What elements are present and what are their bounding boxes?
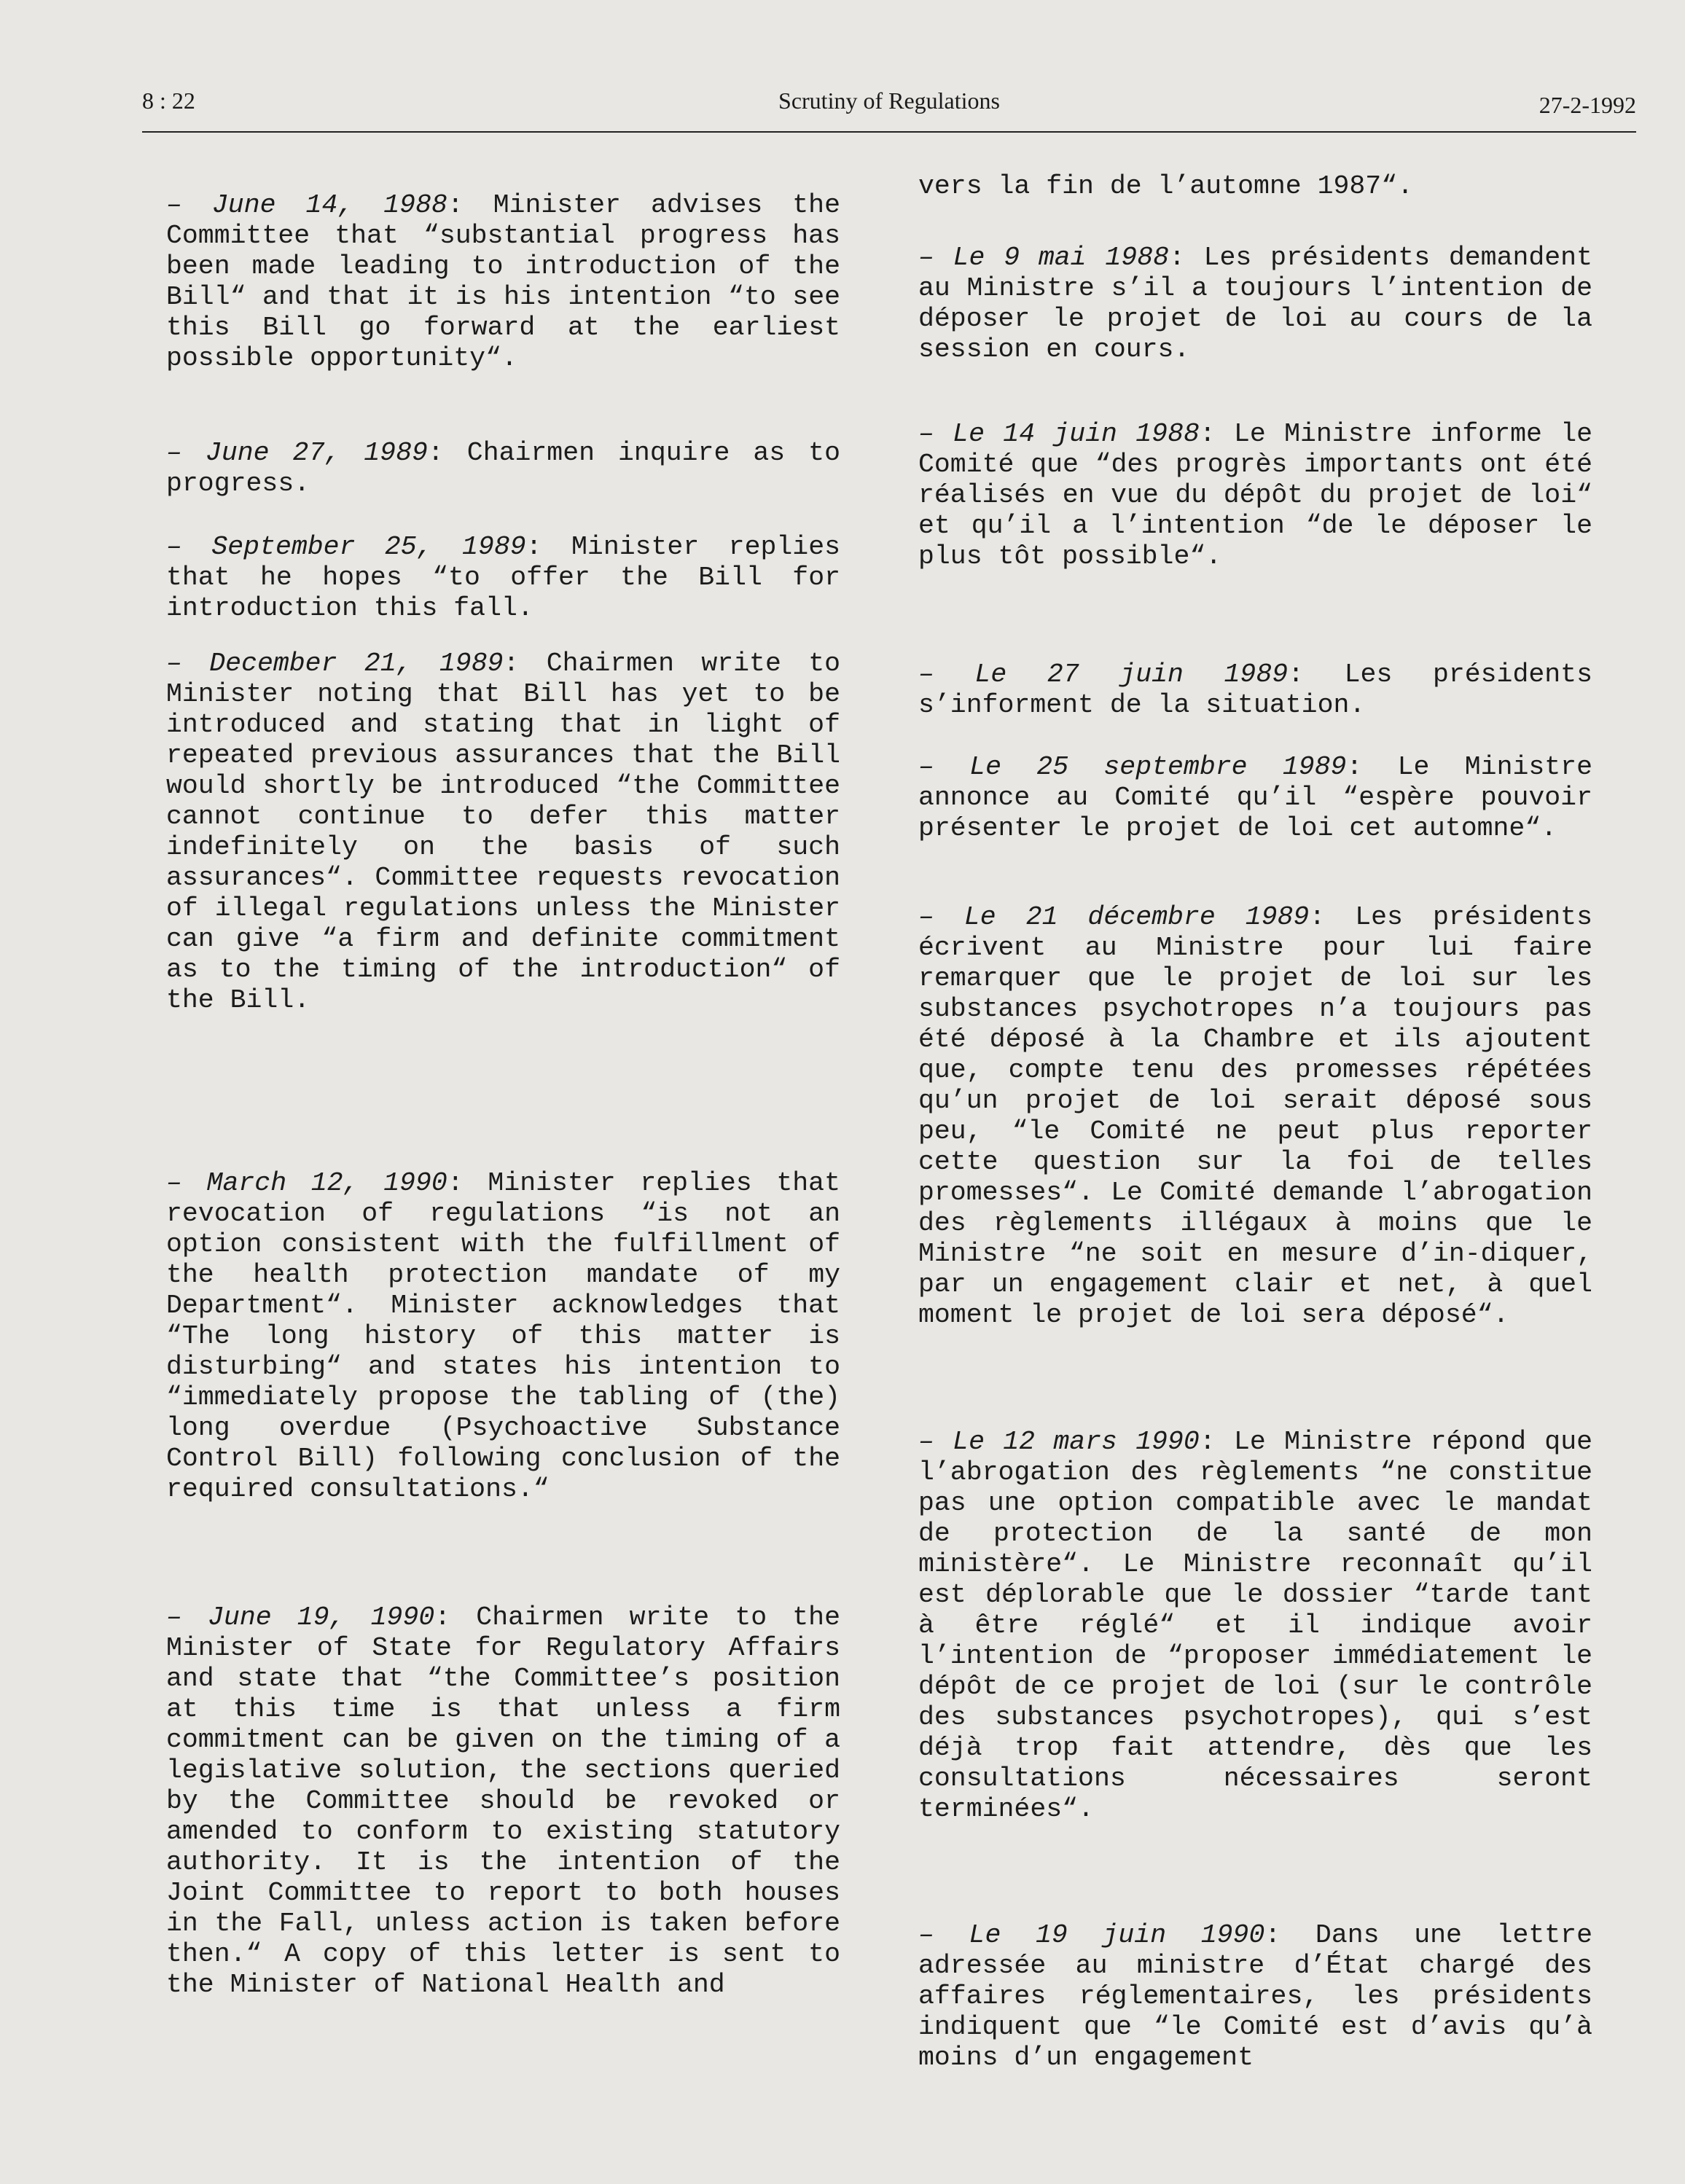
entry-le-21-decembre-1989: – Le 21 décembre 1989: Les présidents écrivent au Ministre pour lui faire remarquer que le projet de loi sur les substances psychotropes n’a toujours pas été déposé à la Chambre et ils ajoutent que, compte tenu des promesses répétées qu’un projet de loi serait déposé sous peu, “le Comité ne peut plus reporter cette question sur la foi de telles promesses“. Le Comité demande l’abrogation des règlements illégaux à moins que le Ministre “ne soit en mesure d’in-diquer, par un engagement clair et net, à quel moment le projet de loi sera déposé“.	[918, 902, 1592, 1330]
entry-le-27-juin-1989: – Le 27 juin 1989: Les présidents s’informent de la situation.	[918, 659, 1592, 720]
page-title: Scrutiny of Regulations	[778, 87, 1000, 114]
entry-le-14-juin-1988: – Le 14 juin 1988: Le Ministre informe le Comité que “des progrès importants ont été réalisés en vue du dépôt du projet de loi“ et qu’il a l’intention “de le déposer le plus tôt possible“.	[918, 419, 1592, 571]
entry-le-25-septembre-1989: – Le 25 septembre 1989: Le Ministre annonce au Comité qu’il “espère pouvoir présenter le projet de loi cet automne“.	[918, 752, 1592, 843]
entry-december-21-1989: – December 21, 1989: Chairmen write to Minister noting that Bill has yet to be introduced and stating that in light of repeated previous assurances that the Bill would shortly be introduced “the Committee cannot continue to defer this matter indefinitely on the basis of such assurances“. Committee requests revocation of illegal regulations unless the Minister can give “a firm and definite commitment as to the timing of the introduction“ of the Bill.	[166, 649, 840, 1015]
entry-march-12-1990: – March 12, 1990: Minister replies that revocation of regulations “is not an option consistent with the fulfillment of the health protection mandate of my Department“. Minister acknowledges that “The long history of this matter is disturbing“ and states his intention to “immediately propose the tabling of (the) long overdue (Psychoactive Substance Control Bill) following conclusion of the required consultations.“	[166, 1168, 840, 1504]
entry-fin-automne-1987: vers la fin de l’automne 1987“.	[918, 171, 1414, 201]
entry-june-14-1988: – June 14, 1988: Minister advises the Committee that “substantial progress has been made leading to introduction of the Bill“ and that it is his intention “to see this Bill go forward at the earliest possible opportunity“.	[166, 190, 840, 373]
entry-le-19-juin-1990: – Le 19 juin 1990: Dans une lettre adressée au ministre d’État chargé des affaires réglementaires, les présidents indiquent que “le Comité est d’avis qu’à moins d’un engagement	[918, 1920, 1592, 2073]
page-header	[142, 87, 1636, 133]
entry-june-19-1990: – June 19, 1990: Chairmen write to the Minister of State for Regulatory Affairs and state that “the Committee’s position at this time is that unless a firm commitment can be given on the timing of a legislative solution, the sections queried by the Committee should be revoked or amended to conform to existing statutory authority. It is the intention of the Joint Committee to report to both houses in the Fall, unless action is taken before then.“ A copy of this letter is sent to the Minister of National Health and	[166, 1602, 840, 2000]
entry-le-9-mai-1988: – Le 9 mai 1988: Les présidents demandent au Ministre s’il a toujours l’intention de déposer le projet de loi au cours de la session en cours.	[918, 243, 1592, 364]
entry-le-12-mars-1990: – Le 12 mars 1990: Le Ministre répond que l’abrogation des règlements “ne constitue pas une option compatible avec le mandat de protection de la santé de mon ministère“. Le Ministre reconnaît qu’il est déplorable que le dossier “tarde tant à être réglé“ et il indique avoir l’intention de “proposer immédiatement le dépôt de ce projet de loi (sur le contrôle des substances psychotropes), qui s’est déjà trop fait attendre, dès que les consultations nécessaires seront terminées“.	[918, 1427, 1592, 1824]
entry-june-27-1989: – June 27, 1989: Chairmen inquire as to progress.	[166, 438, 840, 498]
page-number: 8 : 22	[142, 87, 195, 114]
page-date: 27-2-1992	[1539, 92, 1636, 118]
entry-september-25-1989: – September 25, 1989: Minister replies that he hopes “to offer the Bill for introduction this fall.	[166, 532, 840, 623]
